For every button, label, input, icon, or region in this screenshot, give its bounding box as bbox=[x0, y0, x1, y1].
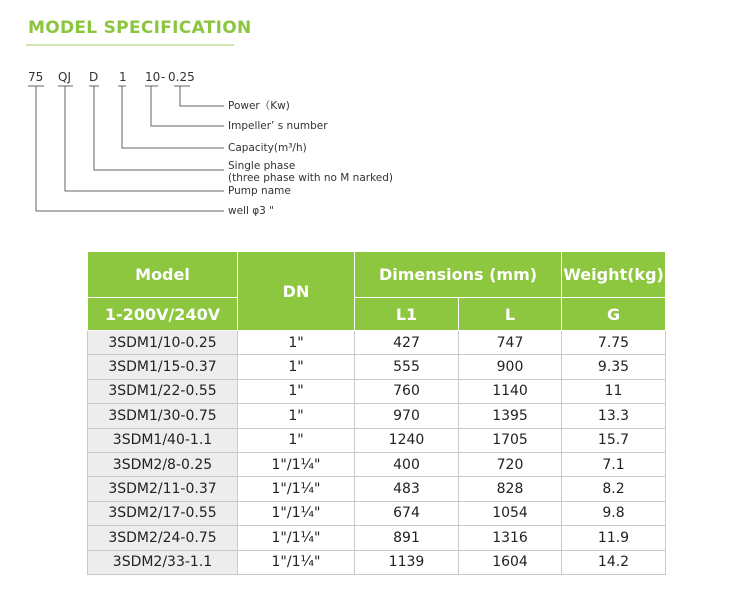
cell-l1: 483 bbox=[355, 477, 459, 501]
cell-model: 3SDM2/11-0.37 bbox=[88, 477, 238, 501]
code-pump-name: QJ bbox=[58, 70, 71, 84]
cell-model: 3SDM2/17-0.55 bbox=[88, 501, 238, 525]
cell-l1: 427 bbox=[355, 331, 459, 355]
cell-g: 8.2 bbox=[562, 477, 666, 501]
desc-power: Power（Kw) bbox=[228, 100, 290, 112]
page-title: MODEL SPECIFICATION bbox=[28, 18, 252, 38]
table-row bbox=[88, 331, 666, 355]
desc-pump: Pump name bbox=[228, 185, 291, 197]
cell-l1: 1139 bbox=[355, 550, 459, 574]
cell-l: 720 bbox=[459, 452, 562, 476]
header-voltage: 1-200V/240V bbox=[88, 298, 238, 331]
desc-phase-line2: (three phase with no M narked) bbox=[228, 172, 393, 184]
table-row bbox=[88, 355, 666, 379]
header-weight: Weight(kg) bbox=[562, 252, 666, 298]
table-row bbox=[88, 501, 666, 525]
desc-well: well φ3 " bbox=[228, 205, 274, 217]
cell-model: 3SDM1/40-1.1 bbox=[88, 428, 238, 452]
desc-impeller: Impeller’ s number bbox=[228, 120, 328, 132]
cell-model: 3SDM1/10-0.25 bbox=[88, 331, 238, 355]
cell-g: 7.75 bbox=[562, 331, 666, 355]
cell-l: 1054 bbox=[459, 501, 562, 525]
cell-g: 7.1 bbox=[562, 452, 666, 476]
cell-model: 3SDM1/30-0.75 bbox=[88, 404, 238, 428]
code-dash: - bbox=[161, 70, 166, 84]
cell-g: 11.9 bbox=[562, 526, 666, 550]
cell-l1: 891 bbox=[355, 526, 459, 550]
cell-dn: 1" bbox=[238, 331, 355, 355]
spec-table bbox=[87, 251, 666, 575]
code-impeller: 10 bbox=[145, 70, 161, 84]
cell-g: 15.7 bbox=[562, 428, 666, 452]
cell-dn: 1"/1¼" bbox=[238, 477, 355, 501]
cell-g: 9.8 bbox=[562, 501, 666, 525]
table-body bbox=[88, 331, 666, 575]
cell-l1: 400 bbox=[355, 452, 459, 476]
table-row bbox=[88, 477, 666, 501]
cell-l1: 674 bbox=[355, 501, 459, 525]
desc-capacity: Capacity(m³/h) bbox=[228, 142, 307, 154]
cell-g: 14.2 bbox=[562, 550, 666, 574]
cell-dn: 1"/1¼" bbox=[238, 501, 355, 525]
model-code-diagram bbox=[0, 0, 750, 240]
cell-l: 1705 bbox=[459, 428, 562, 452]
header-g: G bbox=[562, 298, 666, 331]
cell-dn: 1" bbox=[238, 379, 355, 403]
cell-l1: 970 bbox=[355, 404, 459, 428]
cell-dn: 1"/1¼" bbox=[238, 526, 355, 550]
code-capacity: 1 bbox=[119, 70, 127, 84]
header-l: L bbox=[459, 298, 562, 331]
table-row bbox=[88, 404, 666, 428]
table-subheader-row bbox=[88, 298, 666, 331]
cell-g: 11 bbox=[562, 379, 666, 403]
cell-g: 9.35 bbox=[562, 355, 666, 379]
cell-l: 1140 bbox=[459, 379, 562, 403]
table-row bbox=[88, 452, 666, 476]
table-row bbox=[88, 428, 666, 452]
header-l1: L1 bbox=[355, 298, 459, 331]
cell-l: 828 bbox=[459, 477, 562, 501]
cell-l: 1395 bbox=[459, 404, 562, 428]
cell-l: 1316 bbox=[459, 526, 562, 550]
cell-dn: 1"/1¼" bbox=[238, 452, 355, 476]
code-well-size: 75 bbox=[28, 70, 44, 84]
cell-l1: 555 bbox=[355, 355, 459, 379]
code-phase: D bbox=[89, 70, 99, 84]
cell-model: 3SDM2/24-0.75 bbox=[88, 526, 238, 550]
cell-model: 3SDM2/33-1.1 bbox=[88, 550, 238, 574]
cell-dn: 1" bbox=[238, 404, 355, 428]
table-header-row bbox=[88, 252, 666, 298]
desc-phase-line1: Single phase bbox=[228, 160, 296, 172]
table-row bbox=[88, 379, 666, 403]
table-row bbox=[88, 550, 666, 574]
header-model: Model bbox=[88, 252, 238, 298]
cell-l1: 760 bbox=[355, 379, 459, 403]
header-dn: DN bbox=[238, 252, 355, 331]
cell-l: 747 bbox=[459, 331, 562, 355]
cell-l1: 1240 bbox=[355, 428, 459, 452]
header-dimensions: Dimensions (mm) bbox=[355, 252, 562, 298]
cell-g: 13.3 bbox=[562, 404, 666, 428]
cell-l: 900 bbox=[459, 355, 562, 379]
cell-model: 3SDM2/8-0.25 bbox=[88, 452, 238, 476]
code-power: 0.25 bbox=[168, 70, 195, 84]
cell-model: 3SDM1/22-0.55 bbox=[88, 379, 238, 403]
desc-phase bbox=[228, 160, 393, 184]
cell-dn: 1"/1¼" bbox=[238, 550, 355, 574]
cell-l: 1604 bbox=[459, 550, 562, 574]
cell-model: 3SDM1/15-0.37 bbox=[88, 355, 238, 379]
cell-dn: 1" bbox=[238, 355, 355, 379]
table-row bbox=[88, 526, 666, 550]
cell-dn: 1" bbox=[238, 428, 355, 452]
